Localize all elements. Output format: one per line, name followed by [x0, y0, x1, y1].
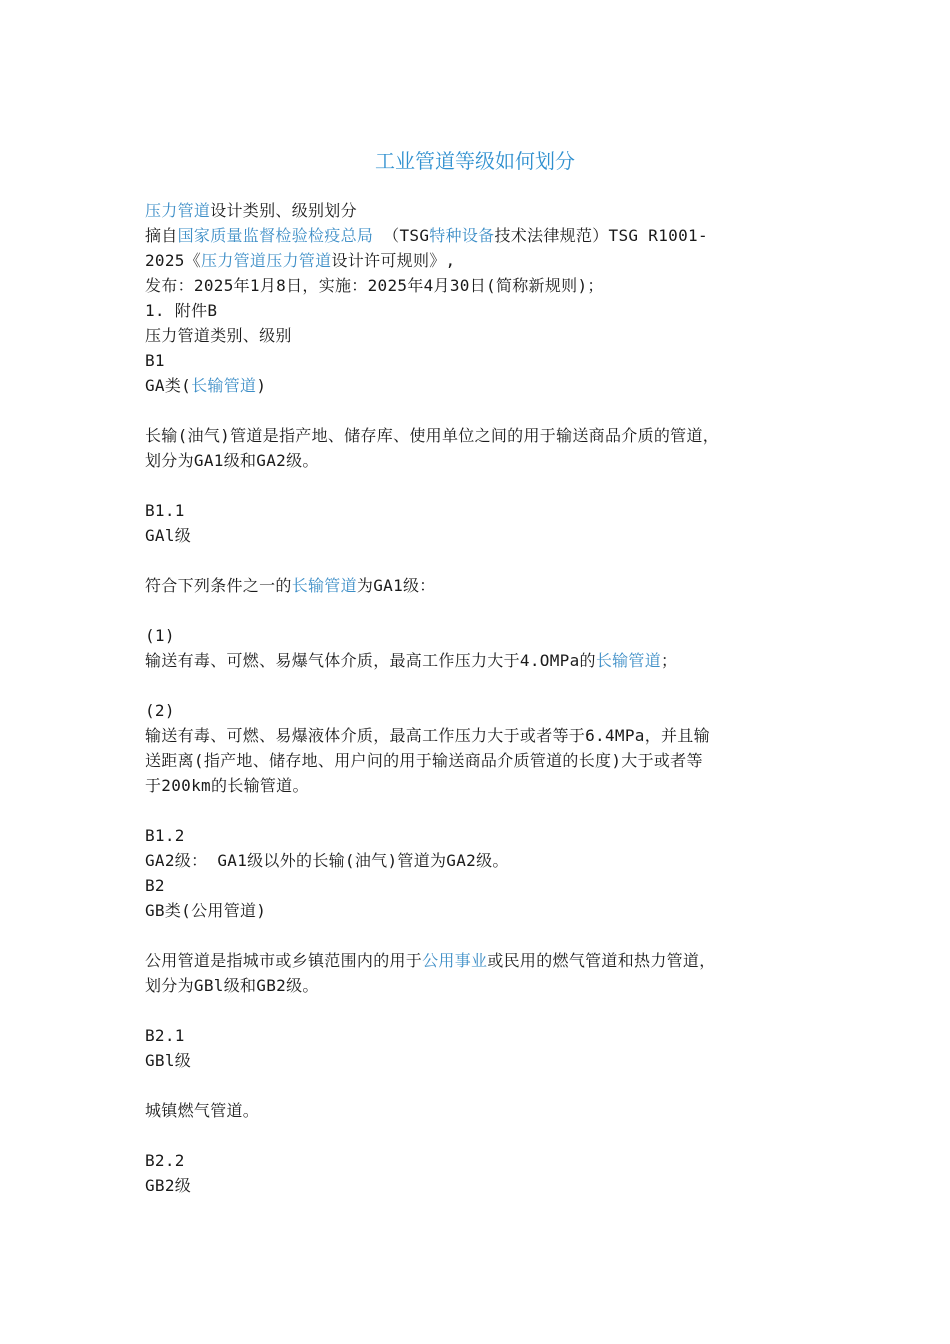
text-segment: 长输(油气)管道是指产地、储存库、使用单位之间的用于输送商品介质的管道， — [145, 426, 720, 445]
text-segment: 1. 附件B — [145, 301, 218, 320]
text-line — [145, 1023, 810, 1048]
text-segment: 于200km的长输管道。 — [145, 776, 309, 795]
text-line — [145, 1098, 810, 1123]
hyperlink[interactable]: 公用事业 — [422, 951, 488, 970]
text-line — [145, 223, 810, 248]
text-line — [145, 823, 810, 848]
document-body — [145, 198, 810, 1198]
text-line — [145, 873, 810, 898]
text-segment: B2 — [145, 876, 165, 895]
text-line — [145, 323, 810, 348]
text-line — [145, 373, 810, 398]
blank-line — [145, 798, 810, 823]
blank-line — [145, 998, 810, 1023]
text-line — [145, 298, 810, 323]
text-segment: 技术法律规范）TSG R1001- — [494, 226, 708, 245]
text-line — [145, 423, 810, 448]
text-segment: GBl级 — [145, 1051, 192, 1070]
document-title: 工业管道等级如何划分 — [375, 149, 575, 173]
hyperlink[interactable]: 压力管道 — [145, 201, 211, 220]
text-line — [145, 948, 810, 973]
text-line — [145, 498, 810, 523]
text-line — [145, 773, 810, 798]
text-segment: (2) — [145, 701, 175, 720]
text-line — [145, 273, 810, 298]
text-line — [145, 648, 810, 673]
text-segment: 输送有毒、可燃、易爆液体介质，最高工作压力大于或者等于6.4MPa，并且输 — [145, 726, 710, 745]
text-segment: 符合下列条件之一的 — [145, 576, 292, 595]
text-line — [145, 1048, 810, 1073]
text-segment: 2025《 — [145, 251, 202, 270]
text-segment: 设计类别、级别划分 — [210, 201, 357, 220]
text-segment: 发布：2025年1月8日，实施：2025年4月30日(简称新规则)； — [145, 276, 604, 295]
text-line — [145, 698, 810, 723]
text-line — [145, 248, 810, 273]
text-segment: 城镇燃气管道。 — [145, 1101, 260, 1120]
blank-line — [145, 673, 810, 698]
text-segment: GA2级： GA1级以外的长输(油气)管道为GA2级。 — [145, 851, 509, 870]
text-segment: 公用管道是指城市或乡镇范围内的用于 — [145, 951, 423, 970]
text-line — [145, 973, 810, 998]
text-segment: B1 — [145, 351, 165, 370]
text-segment: 压力管道类别、级别 — [145, 326, 292, 345]
text-segment: 为GA1级： — [356, 576, 436, 595]
hyperlink[interactable]: 长输管道 — [291, 576, 357, 595]
text-segment: B1.1 — [145, 501, 185, 520]
text-segment: 摘自 — [145, 226, 178, 245]
text-segment: 送距离(指产地、储存地、用户问的用于输送商品介质管道的长度)大于或者等 — [145, 751, 703, 770]
text-line — [145, 448, 810, 473]
text-line — [145, 1173, 810, 1198]
text-segment: 输送有毒、可燃、易爆气体介质，最高工作压力大于4.OMPa的 — [145, 651, 596, 670]
blank-line — [145, 1073, 810, 1098]
blank-line — [145, 923, 810, 948]
blank-line — [145, 598, 810, 623]
text-line — [145, 723, 810, 748]
hyperlink[interactable]: 长输管道 — [595, 651, 662, 670]
text-line — [145, 1148, 810, 1173]
text-segment: B1.2 — [145, 826, 185, 845]
hyperlink[interactable]: 长输管道 — [191, 376, 257, 395]
text-segment: 设计许可规则》, — [331, 251, 456, 270]
blank-line — [145, 548, 810, 573]
blank-line — [145, 398, 810, 423]
text-segment: GB类(公用管道) — [145, 901, 267, 920]
text-segment: GAl级 — [145, 526, 192, 545]
text-segment: B2.1 — [145, 1026, 185, 1045]
blank-line — [145, 1123, 810, 1148]
text-line — [145, 523, 810, 548]
text-line — [145, 573, 810, 598]
hyperlink[interactable]: 压力管道压力管道 — [201, 251, 332, 270]
text-line — [145, 898, 810, 923]
text-line — [145, 348, 810, 373]
text-line — [145, 623, 810, 648]
text-line — [145, 848, 810, 873]
blank-line — [145, 473, 810, 498]
text-segment: B2.2 — [145, 1151, 185, 1170]
text-segment: (1) — [145, 626, 175, 645]
text-segment: ； — [661, 651, 678, 670]
text-segment: 划分为GBl级和GB2级。 — [145, 976, 319, 995]
text-segment: ) — [256, 376, 267, 395]
hyperlink[interactable]: 国家质量监督检验检疫总局 — [177, 226, 374, 245]
text-segment: 或民用的燃气管道和热力管道， — [487, 951, 716, 970]
text-segment: 划分为GA1级和GA2级。 — [145, 451, 319, 470]
hyperlink[interactable]: 特种设备 — [429, 226, 495, 245]
text-segment: （TSG — [373, 226, 430, 245]
text-line — [145, 748, 810, 773]
text-segment: GB2级 — [145, 1176, 192, 1195]
text-segment: GA类( — [145, 376, 192, 395]
text-line — [145, 198, 810, 223]
